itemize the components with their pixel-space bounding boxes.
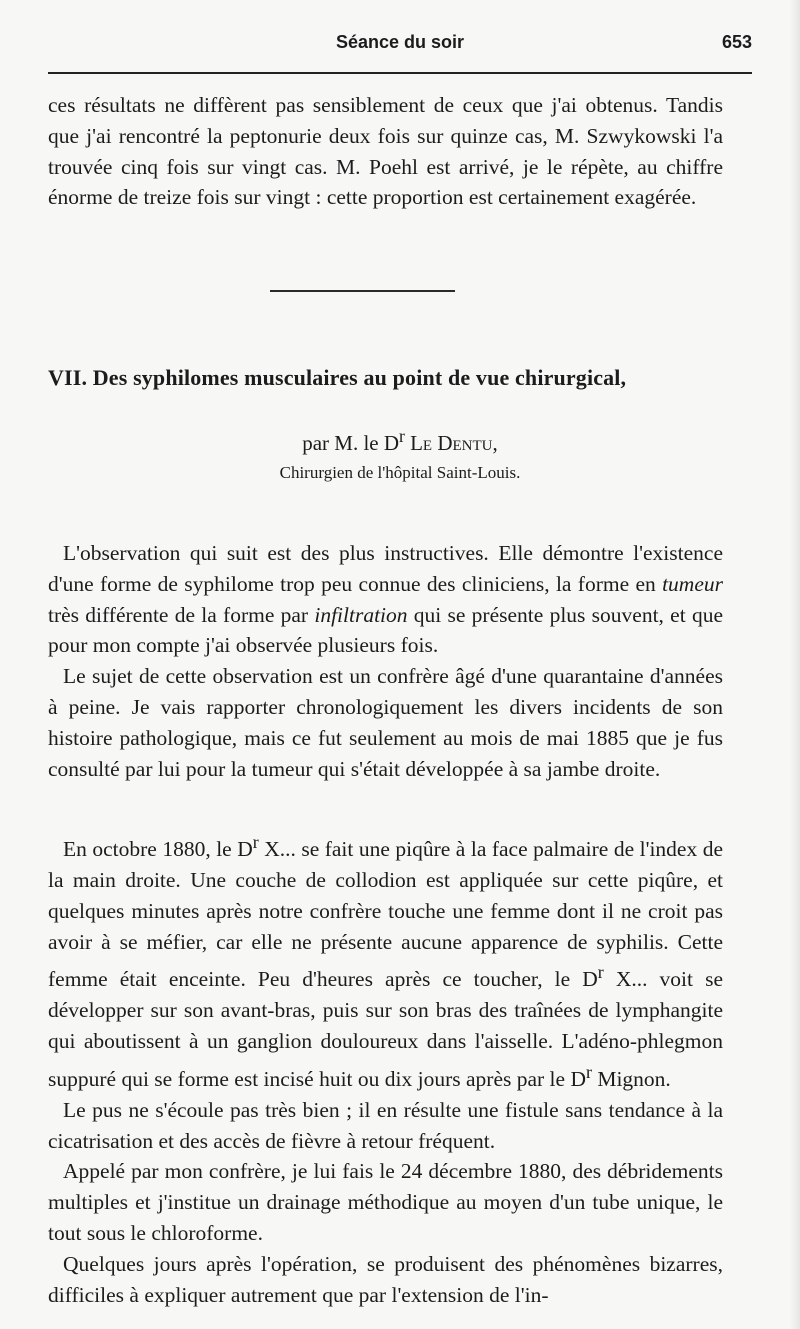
doctor-superscript: r xyxy=(252,832,259,852)
opening-text-block xyxy=(48,90,723,213)
paragraph-after-operation: Quelques jours après l'opération, se produisent des phénomènes bizarres, difficiles à expliquer autrement que par l'extension de l'in- xyxy=(48,1251,723,1307)
paragraph-previous-section: ces résultats ne diffèrent pas sensiblement de ceux que j'ai obtenus. Tandis que j'ai rencontré la peptonurie deux fois sur quinze cas, M. Szwykowski l'a trouvée cinq fois sur vingt cas. M. Poehl est arrivé, je le répète, au chiffre énorme de treize fois sur vingt : cette proportion est certainement exagérée. xyxy=(48,93,723,210)
page-edge-shadow xyxy=(790,0,800,1329)
doctor-superscript: r xyxy=(585,1061,592,1082)
author-affiliation: Chirurgien de l'hôpital Saint-Louis. xyxy=(279,463,521,482)
paragraph-text-part: X... voit se développer sur son avant-bras, puis sur son bras des traînées de lymphangite qui aboutissent à un ganglion douloureux dans l'aisselle. L'adéno-phlegmon suppuré qui se forme est incisé huit ou dix jours après par le D xyxy=(48,967,723,1092)
paragraph-observation-intro xyxy=(48,538,723,661)
author-title-superscript: r xyxy=(399,426,405,446)
paragraph-drainage: Appelé par mon confrère, je lui fais le 24 décembre 1880, des débridements multiples et j'institue un drainage méthodique au moyen d'un tube unique, le tout sous le chloroforme. xyxy=(48,1159,723,1246)
case-history-block xyxy=(48,827,723,1310)
section-heading: VII. Des syphilomes musculaires au point de vue chirurgical, xyxy=(48,365,627,390)
doctor-superscript: r xyxy=(597,962,604,983)
paragraph-text-part: qui se présente plus souvent, et que pour mon compte j'ai observée plusieurs fois. xyxy=(48,602,723,658)
paragraph-subject: Le sujet de cette observation est un confrère âgé d'une quarantaine d'années à peine. Je vais rapporter chronologiquement les divers incidents de son histoire pathologique, mais ce fut seulement au mois de mai 1885 que je fus consulté par lui pour la tumeur qui s'était développée à sa jambe droite. xyxy=(48,664,723,781)
header-rule xyxy=(48,72,752,74)
italic-term-tumeur: tumeur xyxy=(662,571,723,596)
author-line xyxy=(48,421,752,458)
running-header xyxy=(48,32,752,62)
paragraph-october-1880 xyxy=(48,827,723,1095)
paragraph-text-part: X... se fait une piqûre à la face palmaire de l'index de la main droite. Une couche de collodion est appliquée sur cette piqûre, et quelques minutes après notre confrère touche une femme dont il ne croit pas avoir à se méfier, car elle ne présente aucune apparence de syphilis. Cette femme était enceinte. Peu d'heures après ce toucher, le D xyxy=(48,837,723,992)
page-number: 653 xyxy=(721,32,752,52)
author-prefix: par M. le D xyxy=(302,431,400,455)
author-name: Le Dentu, xyxy=(410,431,498,455)
paragraph-text-part: Mignon. xyxy=(591,1067,671,1092)
paragraph-text-part: L'observation qui suit est des plus instructives. Elle démontre l'existence d'une forme de syphilome trop peu connue des cliniciens, la forme en xyxy=(48,541,723,596)
section-separator xyxy=(270,290,455,292)
italic-term-infiltration: infiltration xyxy=(314,602,408,627)
running-title: Séance du soir xyxy=(335,32,465,52)
paragraph-fistula: Le pus ne s'écoule pas très bien ; il en résulte une fistule sans tendance à la cicatrisation et des accès de fièvre à retour fréquent. xyxy=(48,1097,723,1153)
paragraph-text-part: très différente de la forme par xyxy=(48,602,315,627)
observation-intro-block xyxy=(48,538,723,784)
paragraph-text-part: En octobre 1880, le D xyxy=(63,837,253,862)
